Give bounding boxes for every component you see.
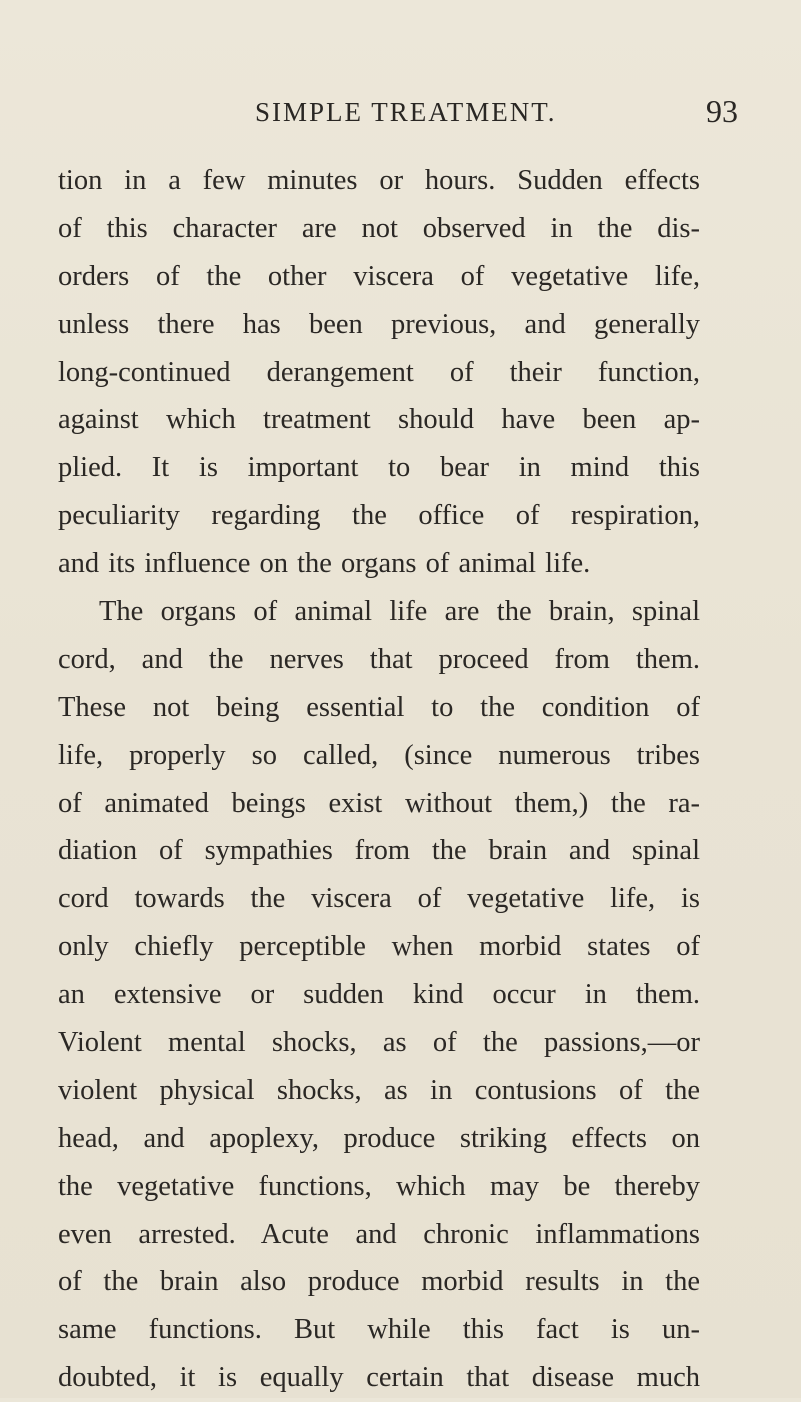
text-line: tion in a few minutes or hours. Sudden effects xyxy=(58,165,700,196)
text-line: unless there has been previous, and generally xyxy=(58,308,700,340)
text-line: head, and apoplexy, produce striking effects on xyxy=(58,1122,700,1154)
page-number: 93 xyxy=(706,93,738,129)
text-line: These not being essential to the condition of xyxy=(58,691,700,723)
text-line: peculiarity regarding the office of respiration, xyxy=(58,500,700,532)
text-line: doubted, it is equally certain that disease much xyxy=(58,1362,700,1394)
text-line: cord, and the nerves that proceed from them. xyxy=(58,643,700,675)
running-head: SIMPLE TREATMENT. xyxy=(255,97,557,127)
text-line: an extensive or sudden kind occur in them. xyxy=(58,979,700,1011)
text-line: the vegetative functions, which may be thereby xyxy=(58,1170,700,1202)
body-text xyxy=(58,157,700,1402)
paragraph-start-line: The organs of animal life are the brain, spinal xyxy=(99,596,700,628)
text-line: long-continued derangement of their function, xyxy=(58,356,700,388)
text-line: same functions. But while this fact is un- xyxy=(58,1314,700,1346)
text-line: diation of sympathies from the brain and spinal xyxy=(58,835,700,867)
text-line: orders of the other viscera of vegetative life, xyxy=(58,260,700,292)
text-line: only chiefly perceptible when morbid states of xyxy=(58,931,700,963)
text-line: and its influence on the organs of animal life. xyxy=(58,548,591,580)
text-line: violent physical shocks, as in contusions of the xyxy=(58,1074,700,1106)
text-line: of this character are not observed in the dis- xyxy=(58,212,700,244)
text-line: of the brain also produce morbid results in the xyxy=(58,1266,700,1298)
text-line: plied. It is important to bear in mind this xyxy=(58,452,700,484)
text-line: cord towards the viscera of vegetative life, is xyxy=(58,883,700,915)
text-line: life, properly so called, (since numerous tribes xyxy=(58,739,700,771)
text-line: Violent mental shocks, as of the passions,—or xyxy=(58,1027,700,1059)
text-line: even arrested. Acute and chronic inflammations xyxy=(58,1218,700,1250)
text-line: of animated beings exist without them,) the ra- xyxy=(58,787,700,819)
text-line: against which treatment should have been ap- xyxy=(58,404,700,436)
